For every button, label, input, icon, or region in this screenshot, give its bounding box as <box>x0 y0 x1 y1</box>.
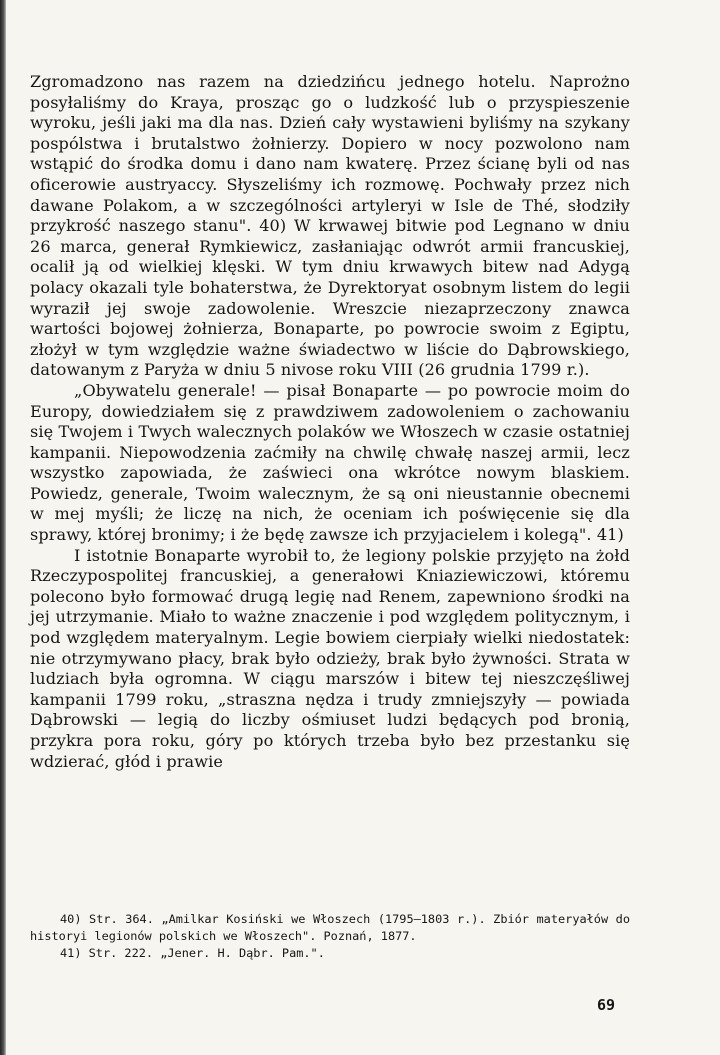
paragraph-2: „Obywatelu generale! — pisał Bonaparte — po powrocie moim do Europy, dowiedziałem się z prawdziwem zadowoleniem o zachowaniu się Twojem i Twych walecznych polaków we Włoszech w czasie ostatniej kampanii. Niepowodzenia zaćmiły na chwilę chwałę naszej armii, lecz wszystko zapowiada, że zaświeci ona wkrótce nowym blaskiem. Powiedz, generale, Twoim walecznym, że są oni nieustannie obecnemi w mej myśli; że liczę na nich, że oceniam ich poświęcenie się dla sprawy, której bronimy; i że będę zawsze ich przyjacielem i kolegą". 41) <box>30 380 630 545</box>
footnotes <box>30 911 630 962</box>
page-number: 69 <box>597 996 616 1014</box>
paragraph-1: Zgromadzono nas razem na dziedzińcu jednego hotelu. Naprożno posyłaliśmy do Kraya, prosząc go o ludzkość lub o przyspieszenie wyroku, jeśli jaki ma dla nas. Dzień cały wystawieni byliśmy na szykany pospólstwa i brutalstwo żołnierzy. Dopiero w nocy pozwolono nam wstąpić do środka domu i dano nam kwaterę. Przez ścianę byli od nas oficerowie austryaccy. Słyszeliśmy ich rozmowę. Pochwały przez nich dawane Polakom, a w szczególności artyleryi w Isle de Thé, słodziły przykrość naszego stanu". 40) W krwawej bitwie pod Legnano w dniu 26 marca, generał Rymkiewicz, zasłaniając odwrót armii francuskiej, ocalił ją od wielkiej klęski. W tym dniu krwawych bitew nad Adygą polacy okazali tyle bohaterstwa, że Dyrektoryat osobnym listem do legii wyraził jej swoje zadowolenie. Wreszcie niezaprzeczony znawca wartości bojowej żołnierza, Bonaparte, po powrocie swoim z Egiptu, złożył w tym względzie ważne świadectwo w liście do Dąbrowskiego, datowanym z Paryża w dniu 5 nivose roku VIII (26 grudnia 1799 r.). <box>30 72 630 380</box>
page-content <box>30 72 630 772</box>
footnote-40: 40) Str. 364. „Amilkar Kosiński we Włoszech (1795—1803 r.). Zbiór materyałów do historyi legionów polskich we Włoszech". Poznań, 1877. <box>30 912 630 943</box>
paragraph-3: I istotnie Bonaparte wyrobił to, że legiony polskie przyjęto na żołd Rzeczypospolitej francuskiej, a generałowi Kniaziewiczowi, któremu polecono było formować drugą legię nad Renem, zapewniono środki na jej utrzymanie. Miało to ważne znaczenie i pod względem politycznym, i pod względem materyalnym. Legie bowiem cierpiały wielki niedostatek: nie otrzymywano płacy, brak było odzieży, brak było żywności. Strata w ludziach była ogromna. W ciągu marszów i bitew tej nieszczęśliwej kampanii 1799 roku, „straszna nędza i trudy zmniejszyły — powiada Dąbrowski — legią do liczby ośmiuset ludzi będących pod bronią, przykra pora roku, góry po których trzeba było bez przestanku się wdzierać, głód i prawie <box>30 545 630 771</box>
footnote-41: 41) Str. 222. „Jener. H. Dąbr. Pam.". <box>60 946 325 960</box>
book-spine-edge <box>0 0 6 1055</box>
body-text <box>30 72 630 772</box>
